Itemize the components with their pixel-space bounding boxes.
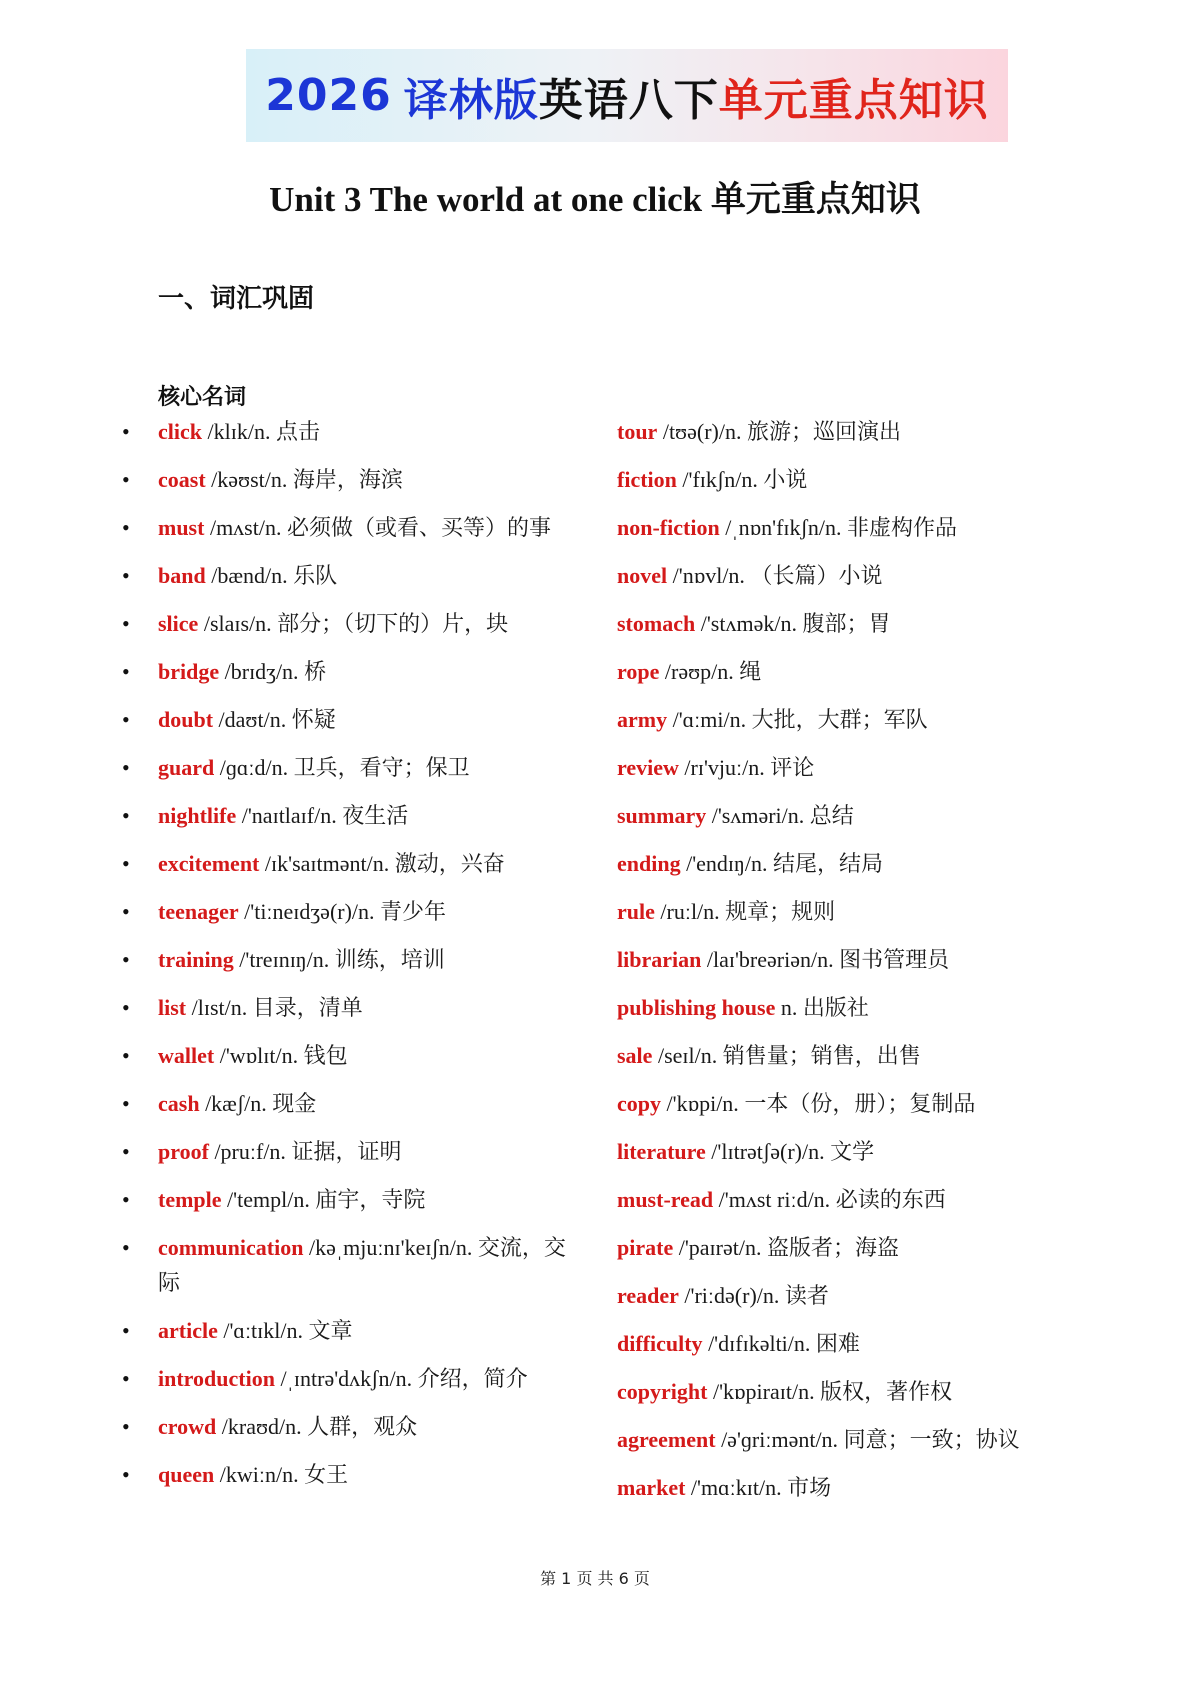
vocab-word: librarian: [617, 947, 702, 972]
vocab-word: slice: [158, 611, 199, 636]
vocab-meaning: 证据，证明: [291, 1139, 402, 1164]
vocab-phonetic: /ə'ɡriːmənt/n.: [721, 1427, 839, 1452]
vocab-word: article: [158, 1318, 218, 1343]
vocab-phonetic: /'mʌst riːd/n.: [718, 1187, 831, 1212]
vocab-word: list: [158, 995, 187, 1020]
vocab-word: crowd: [158, 1414, 217, 1439]
vocab-word: communication: [158, 1235, 304, 1260]
vocab-meaning: 交流，交际: [158, 1235, 566, 1295]
vocab-meaning: 训练，培训: [334, 947, 445, 972]
vocab-entry: [617, 462, 1037, 497]
vocab-entry: [617, 510, 1037, 545]
vocab-entry: [158, 1409, 578, 1444]
vocab-meaning: 读者: [784, 1283, 829, 1308]
vocab-phonetic: /klɪk/n.: [207, 419, 271, 444]
vocab-word: must: [158, 515, 205, 540]
vocab-word: rule: [617, 899, 655, 924]
vocab-meaning: 出版社: [802, 995, 869, 1020]
vocab-word: teenager: [158, 899, 239, 924]
vocab-meaning: （长篇）小说: [750, 563, 883, 588]
vocab-phonetic: /ˌnɒn'fɪkʃn/n.: [725, 515, 842, 540]
vocab-entry: [617, 1374, 1037, 1409]
vocab-phonetic: /'sʌməri/n.: [711, 803, 805, 828]
vocab-word: publishing house: [617, 995, 776, 1020]
vocab-phonetic: /'stʌmək/n.: [700, 611, 797, 636]
vocab-entry: [617, 1038, 1037, 1073]
vocab-phonetic: /kəʊst/n.: [211, 467, 288, 492]
vocab-entry: [158, 750, 578, 785]
vocab-meaning: 旅游；巡回演出: [746, 419, 901, 444]
vocab-meaning: 销售量；销售，出售: [722, 1043, 921, 1068]
vocab-word: proof: [158, 1139, 209, 1164]
vocab-word: copyright: [617, 1379, 708, 1404]
vocab-meaning: 海岸，海滨: [292, 467, 403, 492]
vocab-word: sale: [617, 1043, 653, 1068]
vocab-meaning: 目录，清单: [252, 995, 363, 1020]
vocab-entry: [158, 1361, 578, 1396]
vocab-meaning: 评论: [770, 755, 815, 780]
vocab-word: review: [617, 755, 679, 780]
vocab-phonetic: /ɡɑːd/n.: [219, 755, 289, 780]
vocab-entry: [158, 462, 578, 497]
vocab-meaning: 绳: [739, 659, 762, 684]
vocab-meaning: 版权，著作权: [820, 1379, 953, 1404]
vocab-meaning: 总结: [809, 803, 854, 828]
vocab-entry: [617, 1182, 1037, 1217]
vocab-word: literature: [617, 1139, 706, 1164]
vocab-entry: [617, 750, 1037, 785]
vocab-word: excitement: [158, 851, 260, 876]
vocab-phonetic: /tʊə(r)/n.: [662, 419, 742, 444]
banner-subject: 英语八下: [538, 74, 719, 126]
vocab-meaning: 同意；一致；协议: [843, 1427, 1020, 1452]
vocab-meaning: 乐队: [293, 563, 338, 588]
vocab-entry: [617, 1326, 1037, 1361]
vocab-entry: [158, 558, 578, 593]
vocab-entry: [158, 990, 578, 1025]
vocab-phonetic: /kəˌmjuːnɪ'keɪʃn/n.: [308, 1235, 473, 1260]
vocab-meaning: 非虚构作品: [846, 515, 957, 540]
vocab-phonetic: /'kɒpi/n.: [666, 1091, 739, 1116]
vocab-phonetic: /'templ/n.: [227, 1187, 310, 1212]
vocab-entry: [158, 1086, 578, 1121]
vocab-meaning: 文章: [308, 1318, 353, 1343]
vocab-word: cash: [158, 1091, 200, 1116]
vocab-phonetic: /brɪdʒ/n.: [224, 659, 299, 684]
vocab-meaning: 盗版者；海盗: [766, 1235, 899, 1260]
vocab-phonetic: /'naɪtlaɪf/n.: [241, 803, 337, 828]
vocab-meaning: 桥: [304, 659, 327, 684]
vocab-word: difficulty: [617, 1331, 703, 1356]
vocab-phonetic: /'kɒpiraɪt/n.: [712, 1379, 815, 1404]
vocab-phonetic: /ˌɪntrə'dʌkʃn/n.: [280, 1366, 413, 1391]
vocab-meaning: 图书管理员: [839, 947, 950, 972]
vocab-meaning: 青少年: [380, 899, 447, 924]
vocab-entry: [158, 1230, 578, 1300]
unit-title: Unit 3 The world at one click 单元重点知识: [269, 180, 921, 219]
vocab-phonetic: /mʌst/n.: [209, 515, 282, 540]
vocab-meaning: 必须做（或看、买等）的事: [286, 515, 551, 540]
banner-topic: 单元重点知识: [718, 74, 989, 126]
vocab-entry: [158, 510, 578, 545]
vocab-entry: [158, 1038, 578, 1073]
vocab-entry: [617, 606, 1037, 641]
vocab-phonetic: /'nɒvl/n.: [672, 563, 745, 588]
vocab-phonetic: /seɪl/n.: [657, 1043, 718, 1068]
vocab-meaning: 小说: [763, 467, 808, 492]
vocab-phonetic: /'endɪŋ/n.: [686, 851, 768, 876]
vocab-word: queen: [158, 1462, 215, 1487]
vocab-meaning: 介绍，简介: [417, 1366, 528, 1391]
vocab-meaning: 大批，大群；军队: [751, 707, 928, 732]
vocab-word: training: [158, 947, 234, 972]
vocab-phonetic: /'ɑːtɪkl/n.: [223, 1318, 304, 1343]
vocab-meaning: 结尾，结局: [773, 851, 884, 876]
vocab-phonetic: /'ɑːmi/n.: [672, 707, 747, 732]
vocab-entry: [617, 1470, 1037, 1505]
vocab-phonetic: /rəʊp/n.: [664, 659, 734, 684]
vocab-entry: [158, 654, 578, 689]
vocab-word: army: [617, 707, 668, 732]
vocab-phonetic: /pruːf/n.: [214, 1139, 286, 1164]
vocab-entry: [617, 990, 1037, 1025]
vocab-word: guard: [158, 755, 215, 780]
vocab-list-right: [617, 414, 1037, 1518]
vocab-entry: [617, 798, 1037, 833]
vocab-meaning: 钱包: [303, 1043, 348, 1068]
vocab-phonetic: /'fɪkʃn/n.: [682, 467, 758, 492]
vocab-word: copy: [617, 1091, 661, 1116]
vocab-word: bridge: [158, 659, 220, 684]
vocab-meaning: 必读的东西: [835, 1187, 946, 1212]
vocab-entry: [158, 414, 578, 449]
vocab-word: band: [158, 563, 206, 588]
vocab-entry: [617, 654, 1037, 689]
vocab-meaning: 人群，观众: [307, 1414, 418, 1439]
vocab-meaning: 怀疑: [291, 707, 336, 732]
vocab-word: agreement: [617, 1427, 716, 1452]
vocab-entry: [617, 1278, 1037, 1313]
vocab-phonetic: /slaɪs/n.: [203, 611, 272, 636]
vocab-word: ending: [617, 851, 681, 876]
vocab-phonetic: /'dɪfɪkəlti/n.: [708, 1331, 811, 1356]
vocab-word: wallet: [158, 1043, 215, 1068]
vocab-word: must-read: [617, 1187, 714, 1212]
vocab-entry: [158, 1313, 578, 1348]
vocab-meaning: 困难: [815, 1331, 860, 1356]
vocab-entry: [617, 414, 1037, 449]
vocab-meaning: 点击: [275, 419, 320, 444]
subsection-title: 核心名词: [158, 385, 247, 410]
vocab-list-left: [158, 414, 578, 1505]
vocab-word: non-fiction: [617, 515, 720, 540]
vocab-word: novel: [617, 563, 668, 588]
title-banner: [246, 49, 1008, 142]
vocab-entry: [158, 1182, 578, 1217]
vocab-meaning: 腹部；胃: [802, 611, 891, 636]
page-footer: 第 1 页 共 6 页: [540, 1569, 650, 1588]
vocab-word: rope: [617, 659, 660, 684]
vocab-word: market: [617, 1475, 686, 1500]
vocab-phonetic: /ruːl/n.: [660, 899, 720, 924]
vocab-phonetic: /kwiːn/n.: [219, 1462, 299, 1487]
vocab-word: tour: [617, 419, 658, 444]
banner-publisher: 译林版: [403, 74, 539, 126]
vocab-meaning: 卫兵，看守；保卫: [293, 755, 470, 780]
vocab-entry: [158, 894, 578, 929]
vocab-word: stomach: [617, 611, 696, 636]
vocab-phonetic: /'treɪnɪŋ/n.: [239, 947, 330, 972]
vocab-phonetic: /'lɪtrətʃə(r)/n.: [711, 1139, 825, 1164]
vocab-entry: [158, 606, 578, 641]
vocab-meaning: 文学: [830, 1139, 875, 1164]
vocab-meaning: 部分；（切下的）片，块: [277, 611, 509, 636]
vocab-phonetic: /laɪ'breəriən/n.: [706, 947, 834, 972]
vocab-phonetic: /ɪk'saɪtmənt/n.: [264, 851, 390, 876]
vocab-phonetic: /rɪ'vjuː/n.: [684, 755, 765, 780]
vocab-word: pirate: [617, 1235, 674, 1260]
vocab-phonetic: /kraʊd/n.: [221, 1414, 302, 1439]
vocab-word: reader: [617, 1283, 679, 1308]
vocab-meaning: 规章；规则: [725, 899, 836, 924]
vocab-phonetic: /'tiːneɪdʒə(r)/n.: [244, 899, 375, 924]
vocab-entry: [617, 702, 1037, 737]
vocab-meaning: 一本（份，册）；复制品: [744, 1091, 976, 1116]
vocab-entry: [617, 558, 1037, 593]
vocab-meaning: 激动，兴奋: [394, 851, 505, 876]
vocab-entry: [158, 798, 578, 833]
vocab-word: summary: [617, 803, 707, 828]
banner-year: 2026: [265, 70, 392, 121]
vocab-phonetic: /kæʃ/n.: [205, 1091, 267, 1116]
vocab-phonetic: /'mɑːkɪt/n.: [690, 1475, 782, 1500]
vocab-phonetic: /lɪst/n.: [191, 995, 248, 1020]
vocab-entry: [617, 1422, 1037, 1457]
vocab-entry: [617, 1086, 1037, 1121]
vocab-entry: [158, 846, 578, 881]
vocab-entry: [617, 1230, 1037, 1265]
vocab-word: coast: [158, 467, 206, 492]
vocab-word: doubt: [158, 707, 214, 732]
vocab-phonetic: /daʊt/n.: [218, 707, 287, 732]
vocab-meaning: 现金: [272, 1091, 317, 1116]
vocab-phonetic: /'riːdə(r)/n.: [684, 1283, 780, 1308]
vocab-entry: [158, 702, 578, 737]
vocab-entry: [158, 1134, 578, 1169]
vocab-entry: [617, 1134, 1037, 1169]
vocab-word: nightlife: [158, 803, 237, 828]
vocab-word: temple: [158, 1187, 222, 1212]
vocab-entry: [158, 1457, 578, 1492]
vocab-word: click: [158, 419, 202, 444]
vocab-entry: [617, 942, 1037, 977]
vocab-word: fiction: [617, 467, 677, 492]
vocab-meaning: 夜生活: [342, 803, 409, 828]
vocab-meaning: 市场: [787, 1475, 832, 1500]
vocab-phonetic: n.: [780, 995, 798, 1020]
vocab-phonetic: /'wɒlɪt/n.: [219, 1043, 299, 1068]
vocab-word: introduction: [158, 1366, 275, 1391]
vocab-entry: [617, 894, 1037, 929]
section-title: 一、词汇巩固: [158, 284, 315, 314]
vocab-meaning: 女王: [304, 1462, 349, 1487]
vocab-phonetic: /'paɪrət/n.: [678, 1235, 762, 1260]
vocab-phonetic: /bænd/n.: [211, 563, 288, 588]
vocab-entry: [158, 942, 578, 977]
vocab-meaning: 庙宇，寺院: [315, 1187, 426, 1212]
vocab-entry: [617, 846, 1037, 881]
